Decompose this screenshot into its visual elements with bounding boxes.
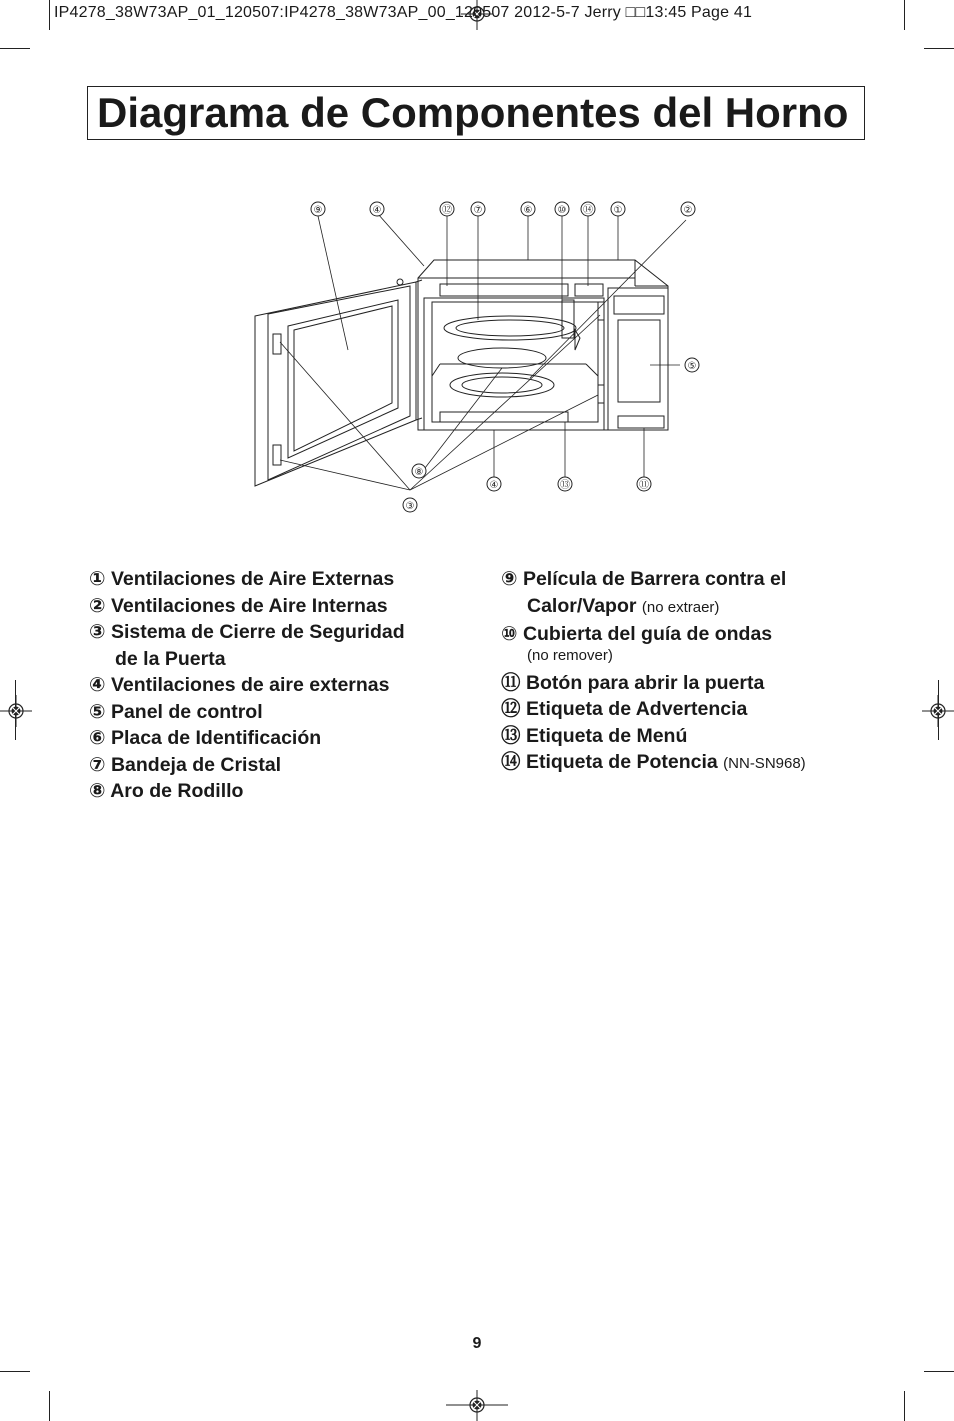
svg-text:⑪: ⑪: [639, 480, 649, 491]
callout-3: [403, 498, 417, 512]
list-item: ⑧ Aro de Rodillo: [89, 780, 244, 802]
list-item: ③ Sistema de Cierre de Seguridad de la Puerta: [89, 621, 405, 670]
callout-2: [681, 202, 695, 216]
list-item: ⑦ Bandeja de Cristal: [89, 753, 282, 776]
list-item: ⑤ Panel de control: [89, 700, 263, 723]
crop-mark: [0, 1371, 30, 1372]
callout-4b: [487, 477, 501, 491]
svg-text:⑭: ⑭: [583, 205, 593, 216]
crop-mark: [0, 48, 30, 49]
callout-14: [581, 202, 595, 216]
list-item: ① Ventilaciones de Aire Externas: [89, 568, 395, 590]
leader-lines: [280, 214, 686, 490]
oven-body: [418, 260, 668, 430]
print-slug: IP4278_38W73AP_01_120507:IP4278_38W73AP_00_120507 2012-5-7 Jerry □□13:45 Page 41: [54, 4, 753, 21]
list-item: ⑬ Etiqueta de Menú: [501, 724, 688, 747]
crop-mark: [49, 0, 50, 30]
svg-text:②: ②: [683, 205, 693, 216]
crop-mark: [924, 48, 954, 49]
callout-13: [558, 477, 572, 491]
crop-mark: [49, 1391, 50, 1421]
crop-mark: [904, 1391, 905, 1421]
oven-door: [255, 279, 422, 486]
list-item: ④ Ventilaciones de aire externas: [89, 674, 390, 696]
svg-text:⑩: ⑩: [557, 205, 567, 216]
svg-text:④: ④: [372, 205, 382, 216]
control-panel: [608, 288, 668, 430]
svg-text:①: ①: [613, 205, 623, 216]
list-item: ⑫ Etiqueta de Advertencia: [501, 698, 748, 720]
callout-12: [440, 202, 454, 216]
list-item: ⑩ Cubierta del guía de ondas (no remover): [501, 623, 773, 664]
callout-6: [521, 202, 535, 216]
title-frame: [87, 86, 865, 140]
callout-numbers: [311, 202, 699, 512]
callout-1: [611, 202, 625, 216]
registration-mark-left: [0, 695, 32, 727]
page-number: 9: [472, 1335, 482, 1352]
callout-10: [555, 202, 569, 216]
callout-8: [412, 464, 426, 478]
callout-9: [311, 202, 325, 216]
roller-ring: [458, 348, 546, 368]
list-item: ② Ventilaciones de Aire Internas: [89, 594, 388, 617]
crop-mark: [904, 0, 905, 30]
callout-11: [637, 477, 651, 491]
component-list-left: [89, 566, 405, 805]
callout-4: [370, 202, 384, 216]
warning-label: [440, 284, 568, 296]
power-label: [575, 284, 603, 296]
door-latch: [273, 334, 281, 354]
door-release-button: [618, 416, 664, 428]
oven-diagram: [240, 190, 710, 530]
registration-mark-right: [922, 695, 954, 727]
registration-mark-bottom: [446, 1390, 508, 1421]
list-item: ⑪ Botón para abrir la puerta: [501, 671, 765, 694]
callout-5: [685, 358, 699, 372]
crop-mark: [924, 1371, 954, 1372]
component-list-right: [501, 566, 806, 778]
list-item: ⑭ Etiqueta de Potencia (NN-SN968): [501, 751, 806, 773]
svg-text:⑤: ⑤: [687, 361, 697, 372]
svg-text:⑬: ⑬: [560, 480, 570, 491]
menu-label: [440, 412, 568, 422]
svg-text:⑦: ⑦: [473, 205, 483, 216]
svg-text:③: ③: [405, 501, 415, 512]
svg-text:⑧: ⑧: [414, 467, 424, 478]
door-latch: [273, 445, 281, 465]
callout-7: [471, 202, 485, 216]
list-item: ⑨ Película de Barrera contra el Calor/Vapor (no extraer): [501, 568, 787, 617]
svg-text:④: ④: [489, 480, 499, 491]
svg-text:⑨: ⑨: [313, 205, 323, 216]
svg-text:⑥: ⑥: [523, 205, 533, 216]
page-title: Diagrama de Componentes del Horno: [97, 89, 849, 136]
svg-text:⑫: ⑫: [442, 205, 452, 216]
list-item: ⑥ Placa de Identificación: [89, 727, 322, 749]
